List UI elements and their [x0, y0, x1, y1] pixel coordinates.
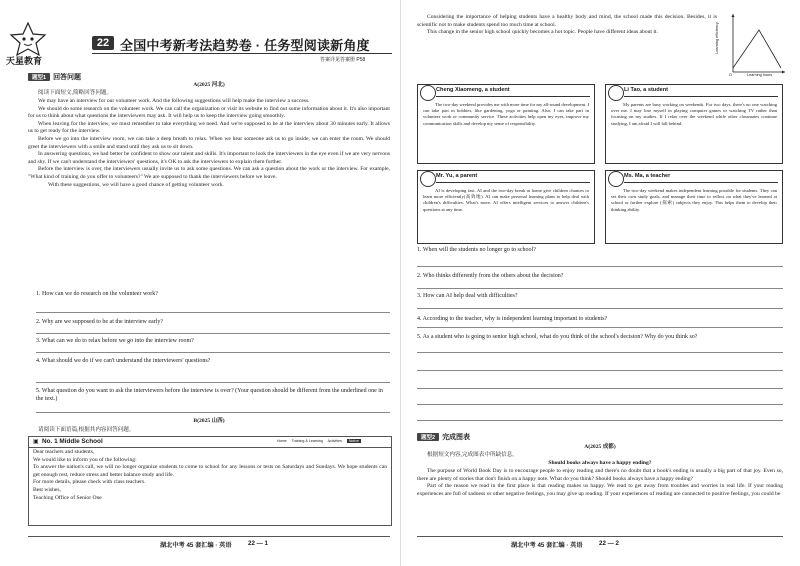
paragraph: This change in the senior high school quickly becomes a hot topic. People have different ideas about it.: [427, 29, 658, 36]
answer-line[interactable]: [36, 352, 390, 353]
paragraph: We should do some research on the volunteer work. We can call the organization or visit its website to find out some information about it. It's also important for us to think about what questions the interviewers may ask. It will help us to keep the interview going smoothly.: [28, 105, 390, 120]
footer-rule: [417, 536, 783, 537]
answer-line[interactable]: [417, 288, 783, 289]
card-divider: [436, 182, 590, 183]
page-title: 全国中考新考法趋势卷 · 任务型阅读新角度: [120, 38, 370, 53]
paragraph: In answering questions, we had better be confident to show our talent and skills. It's important to look the interviewers in the eye even if we are very nervous and shy. If we can't understand the interviewers' questions, it's OK to ask the interviewers to explain them further.: [28, 151, 390, 165]
section2-label: 题型2: [417, 433, 439, 441]
paragraph: The purpose of World Book Day is to encourage people to enjoy reading and there's no doubt that a book's ending is usually a big part of that joy. Even so, there are plenty of stories that don't finish on a happy note. What do you think? Should books always have a happy ending?: [417, 468, 783, 482]
passage2A-body: [417, 468, 783, 498]
passage2A-title: A(2025 成都): [584, 444, 616, 450]
intro: [417, 14, 717, 37]
graph-origin: O: [729, 72, 733, 77]
passageA-body: [28, 98, 390, 189]
opinion-card-3: [417, 170, 595, 244]
notice-line: Teaching Office of Senior One: [33, 494, 102, 501]
avatar: [608, 171, 624, 187]
answer-line[interactable]: [417, 352, 783, 353]
answer-line[interactable]: [417, 404, 783, 405]
footer-rule: [28, 536, 390, 537]
card-name: Cheng Xiaomeng, a student: [436, 87, 510, 93]
paragraph: Considering the importance of helping students have a healthy body and mind, the school made this decision. Besides, it is scientific not to make students spend too much time at school.: [417, 14, 717, 28]
paragraph: Part of the reason we read in the first place is that reading makes us happy. We read to get away from troubles and worries in real life. If your reading experiences are full of sadness or other negative feelings, you may give up reading. If your experiences of reading are connected to positive feelings, you could be: [417, 483, 783, 497]
card-name: Ms. Ma, a teacher: [624, 173, 671, 179]
graph-ylabel: Learning efficiency: [714, 22, 719, 54]
section1-heading: [28, 72, 81, 82]
answer-line[interactable]: [417, 388, 783, 389]
avatar: [608, 85, 624, 101]
nav-home[interactable]: Home: [277, 439, 287, 443]
notice-body: [33, 449, 387, 502]
answer-line[interactable]: [417, 327, 783, 328]
card-divider: [436, 96, 590, 97]
notice-line: Dear teachers and students,: [33, 449, 95, 455]
efficiency-graph: [714, 10, 787, 80]
passageA-title: A(2025 河北): [193, 82, 225, 88]
answer-line[interactable]: [417, 370, 783, 371]
paragraph: Before we go into the interview room, we can take a deep breath to relax. When we hear someone ask us to go inside, we can enter the room. We should greet the interviewers with a smile and stand until they ask us to sit down.: [28, 135, 390, 150]
section2-title: 完成图表: [442, 434, 471, 441]
opinion-card-4: [605, 170, 783, 244]
question-1: 1. How can we do research on the volunteer work?: [36, 291, 158, 297]
nav-training[interactable]: Training & Learning: [291, 439, 323, 443]
logo-text: 天星教育: [6, 56, 43, 66]
card-text: The two-day weekend provides me with more time for my all-round development. I can take part in hobbies, like gardening, yoga or painting. Also, I can take part in volunteer work or community service. These activities help open my eyes, improve my communication skills and develop my sense of responsibility.: [423, 102, 589, 126]
opinion-card-1: [417, 84, 595, 164]
paragraph: Before the interview is over, the interviewers usually invite us to ask some questions. We can ask a question about the work or the interview. For example, "What kind of training do you offer to volunteers?" We are supposed to thank the interviewers before we leave.: [28, 166, 390, 180]
card-name: Mr. Yu, a parent: [436, 173, 478, 179]
question-4: 4. According to the teacher, why is independent learning important to students?: [417, 316, 608, 322]
question-1: 1. When will the students no longer go to school?: [417, 247, 536, 253]
school-nav: [277, 439, 361, 443]
right-page: [400, 0, 800, 566]
notice-line: Best wishes,: [33, 486, 61, 493]
graph-xlabel: Learning hours: [747, 73, 773, 77]
answer-line[interactable]: [417, 266, 783, 267]
notice-line: To answer the nation's call, we will no longer organize students to come to school for any lessons or tests on Saturdays and Sundays. We hope students can get enough rest, reduce stress and better balance study and life.: [33, 464, 387, 478]
paragraph: With these suggestions, we will have a good chance of getting volunteer work.: [48, 181, 224, 188]
question-5: 5. What question do you want to ask the interviewers before the interview is over? (Your question should be different from the underlined one in the text.): [36, 388, 383, 402]
passage2A-instruction: 根据短文内容,完成图表中所缺信息。: [427, 452, 518, 458]
answer-line[interactable]: [36, 412, 390, 413]
school-name: No. 1 Middle School: [42, 438, 103, 445]
card-divider: [624, 182, 778, 183]
footer-page: 22 — 1: [248, 540, 268, 547]
avatar: [420, 85, 436, 101]
question-3: 3. What can we do to relax before we go into the interview room?: [36, 338, 194, 344]
passage2A-heading: Should books always have a happy ending?: [548, 460, 652, 466]
question-4: 4. What should we do if we can't understand the interviewers' questions?: [36, 358, 211, 364]
nav-activities[interactable]: Activities: [327, 439, 342, 443]
answer-line[interactable]: [417, 308, 783, 309]
passageB-instruction: 请阅读下面语篇,根据其内容回答问题。: [38, 427, 135, 433]
answer-line[interactable]: [36, 333, 390, 334]
school-icon: ▣: [33, 439, 39, 445]
footer-page: 22 — 2: [599, 540, 619, 547]
paragraph: We may have an interview for our volunteer work. And the following suggestions will help make the interview a success.: [38, 98, 310, 104]
school-header-bar: [29, 437, 391, 448]
logo: [6, 22, 50, 66]
nav-notice[interactable]: Notice: [348, 439, 359, 443]
answer-reference: 答案详见答案册 P58: [320, 57, 366, 63]
card-name: Li Tao, a student: [624, 87, 669, 93]
passageA-instruction: 阅读下面短文,简略回答问题。: [38, 90, 113, 96]
answer-line[interactable]: [36, 312, 390, 313]
avatar: [420, 171, 436, 187]
header-rule: [92, 53, 392, 54]
star-mascot-icon: [6, 22, 50, 56]
footer-text: 湖北中考 45 套汇编 · 英语: [160, 542, 232, 549]
notice-line: We would like to inform you of the following:: [33, 456, 137, 463]
answer-line[interactable]: [36, 382, 390, 383]
notice-line: For more details, please check with class teachers.: [33, 479, 146, 486]
section2-heading: [417, 432, 470, 442]
footer-text: 湖北中考 45 套汇编 · 英语: [511, 542, 583, 549]
section1-title: 回答问题: [53, 74, 82, 81]
efficiency-curve: [723, 10, 787, 80]
paper-number-badge: 22: [92, 36, 114, 50]
card-text: My parents are busy working on weekends. For two days, there's no one watching over me. I may lose myself in playing computer games or watching TV rather than focusing on my studies. If I relax over the weekend while other classmates continue studying, I am afraid I will fall behind.: [611, 102, 777, 126]
card-divider: [624, 96, 778, 97]
question-3: 3. How can AI help deal with difficulties?: [417, 293, 518, 299]
card-text: AI is developing fast. AI and the two-day break at home give children chances to learn more efficiently(高效地). AI can make personal learning plans to help deal with children's difficulties. What's more, AI offers intelligent services to answer children's questions at any time.: [423, 188, 589, 212]
question-2: 2. Who thinks differently from the others about the decision?: [417, 273, 564, 279]
passageB-title: B(2025 山西): [193, 418, 225, 424]
section1-label: 题型1: [28, 73, 50, 81]
question-5: 5. As a student who is going to senior high school, what do you think of the school's decision? Why do you think so?: [417, 334, 698, 340]
opinion-card-2: [605, 84, 783, 164]
answer-line[interactable]: [417, 420, 783, 421]
school-notice-window: [28, 436, 392, 526]
question-2: 2. Why are we supposed to be at the interview early?: [36, 319, 164, 325]
card-text: The two-day weekend makes independent learning possible for students. They can set their own study goals, and manage their time to reflect on what they've learned at school or further explore (探索) subjects they enjoy. This helps them to develop their thinking ability.: [611, 188, 777, 212]
paragraph: When leaving for the interview, we must remember to take everything we need. And we're supposed to be at the interview about 30 minutes early. It allows us to get ready for the interview.: [28, 120, 390, 135]
